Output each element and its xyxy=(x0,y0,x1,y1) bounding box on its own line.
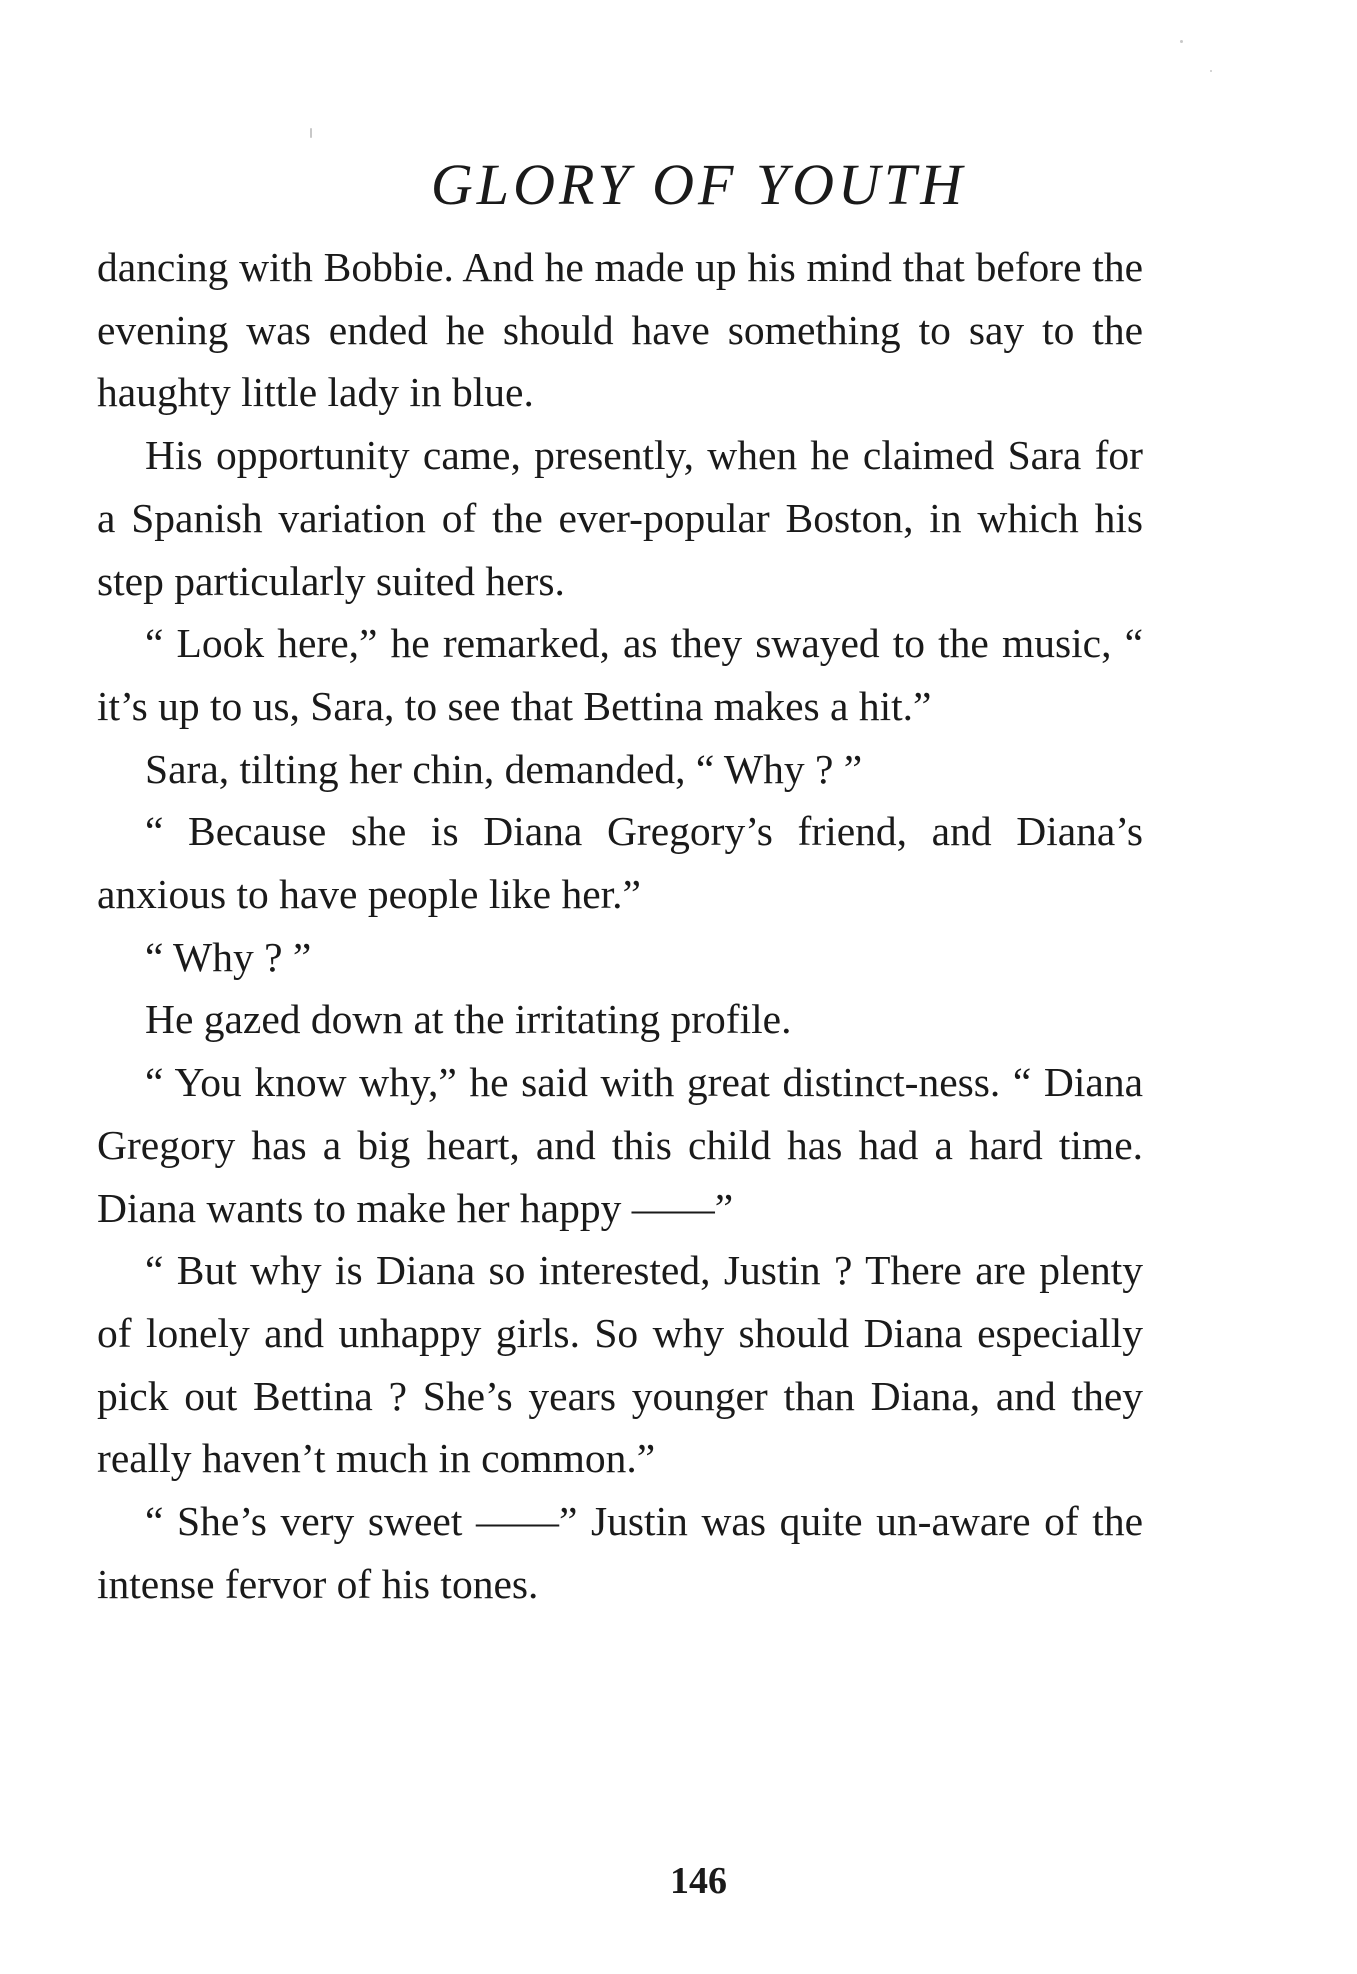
paragraph: “ But why is Diana so interested, Justin ? There are plenty of lonely and unhappy girls. So why should Diana especially pick out Bettina ? She’s years younger than Diana, and they really haven’t much in common.” xyxy=(97,1247,1143,1482)
running-head: GLORY OF YOUTH xyxy=(430,152,967,217)
paper-speck xyxy=(1180,40,1183,43)
paper-speck xyxy=(310,128,312,138)
paragraph: “ Why ? ” xyxy=(145,933,312,980)
paragraph: dancing with Bobbie. And he made up his mind that before the evening was ended he should have something to say to the haughty little lady in blue. xyxy=(97,244,1143,416)
page-number: 146 xyxy=(670,1860,727,1902)
paragraph: “ Because she is Diana Gregory’s friend, and Diana’s anxious to have people like her.” xyxy=(97,808,1143,918)
paper-speck xyxy=(1210,70,1212,72)
paragraph: “ She’s very sweet ——” Justin was quite un-aware of the intense fervor of his tones. xyxy=(97,1498,1143,1607)
paragraph: His opportunity came, presently, when he claimed Sara for a Spanish variation of the ever-popular Boston, in which his step particularly suited hers. xyxy=(97,432,1143,604)
paragraph: He gazed down at the irritating profile. xyxy=(145,996,792,1043)
paragraph: “ You know why,” he said with great distinct-ness. “ Diana Gregory has a big heart, and this child has had a hard time. Diana wants to make her happy ——” xyxy=(97,1059,1143,1231)
paragraph: Sara, tilting her chin, demanded, “ Why ? ” xyxy=(145,745,863,792)
paragraph: “ Look here,” he remarked, as they swayed to the music, “ it’s up to us, Sara, to see that Bettina makes a hit.” xyxy=(97,620,1143,729)
body-text xyxy=(97,236,1143,1615)
